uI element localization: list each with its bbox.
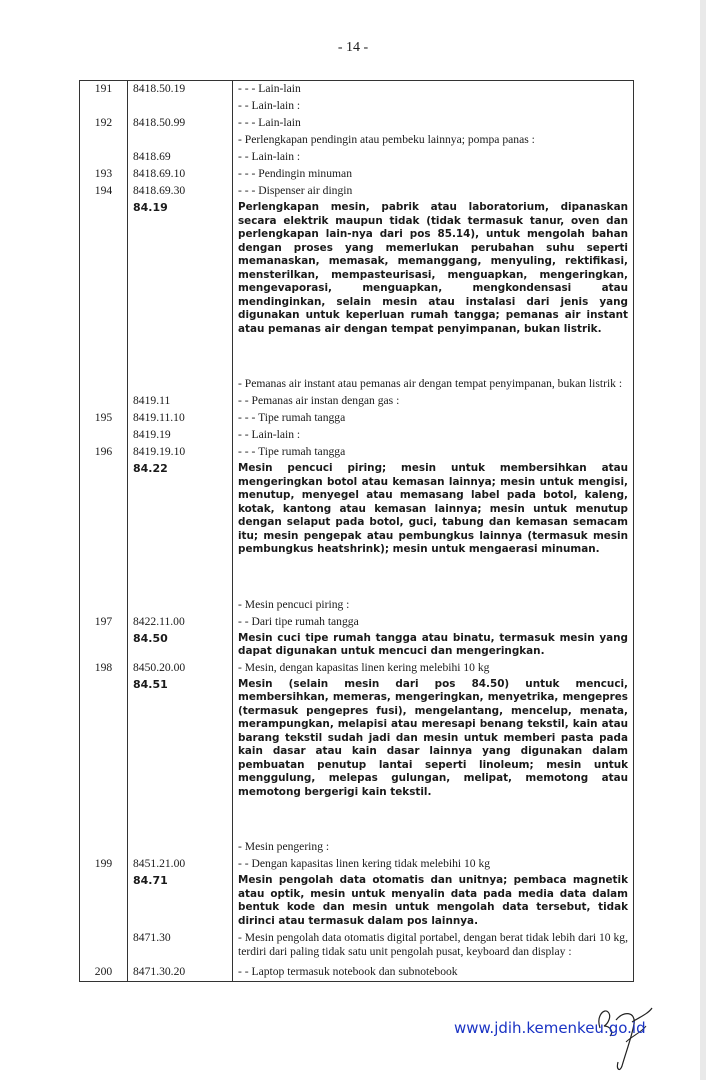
heading-row: [80, 631, 634, 660]
table-row: [80, 410, 634, 427]
row-number-cell: [80, 393, 128, 410]
hs-code-cell: 8451.21.00: [128, 856, 233, 873]
description-cell: Mesin pencuci piring; mesin untuk membersihkan atau mengeringkan botol atau kemasan lainnya; mesin untuk mengisi, menutup, menyegel atau memasang label pada botol, kaleng, kotak, kantong atau kemasan lainnya; mesin untuk menutup dengan selaput pada botol, guci, tabung dan kemasan semacam itu; mesin pengepak atau pembungkus lainnya (termasuk mesin pembungkus heatshrink); mesin untuk mengaerasi minuman.: [233, 461, 634, 597]
row-number-cell: [80, 98, 128, 115]
row-number-cell: 196: [80, 444, 128, 461]
website-link[interactable]: www.jdih.kemenkeu.go.id: [454, 1019, 646, 1037]
hs-code-cell: 8418.69.30: [128, 183, 233, 200]
description-cell: Perlengkapan mesin, pabrik atau laboratorium, dipanaskan secara elektrik maupun tidak (tidak termasuk tanur, oven dan perlengkapan lain-nya dari pos 85.14), untuk mengolah bahan dengan proses yang memerlukan perubahan suhu seperti memanaskan, memasak, memanggang, menyuling, rektifikasi, mensterilkan, mempasteurisasi, menguapkan, mengeringkan, mengevaporasi, menguapkan, mengkondensasi atau mendinginkan, selain mesin atau instalasi dari jenis yang digunakan untuk keperluan rumah tangga; pemanas air instant atau pemanas air dengan tempat penyimpanan, bukan listrik.: [233, 200, 634, 376]
table-row: [80, 839, 634, 856]
row-number-cell: [80, 930, 128, 965]
heading-row: [80, 200, 634, 376]
description-cell: Mesin cuci tipe rumah tangga atau binatu, termasuk mesin yang dapat digunakan untuk mencuci dan mengeringkan.: [233, 631, 634, 660]
description-cell: - Mesin pencuci piring :: [233, 597, 634, 614]
table-row: [80, 183, 634, 200]
row-number-cell: 200: [80, 964, 128, 982]
hs-code-cell: 8419.11: [128, 393, 233, 410]
hs-code-cell: 8471.30: [128, 930, 233, 965]
table-row: [80, 393, 634, 410]
hs-code-cell: 8471.30.20: [128, 964, 233, 982]
hs-code-cell: 84.22: [128, 461, 233, 597]
hs-code-cell: 8418.69.10: [128, 166, 233, 183]
hs-code-cell: 8418.50.99: [128, 115, 233, 132]
hs-code-cell: 8419.19.10: [128, 444, 233, 461]
table-row: [80, 597, 634, 614]
row-number-cell: 193: [80, 166, 128, 183]
row-number-cell: [80, 427, 128, 444]
row-number-cell: 194: [80, 183, 128, 200]
table-row: [80, 444, 634, 461]
description-cell: - Pemanas air instant atau pemanas air dengan tempat penyimpanan, bukan listrik :: [233, 376, 634, 393]
heading-row: [80, 873, 634, 929]
hs-code-cell: [128, 597, 233, 614]
hs-code-cell: [128, 132, 233, 149]
table-row: [80, 132, 634, 149]
row-number-cell: [80, 200, 128, 376]
description-cell: - - - Tipe rumah tangga: [233, 444, 634, 461]
hs-code-cell: 8418.69: [128, 149, 233, 166]
description-cell: - - Lain-lain :: [233, 98, 634, 115]
row-number-cell: [80, 149, 128, 166]
description-cell: - - - Pendingin minuman: [233, 166, 634, 183]
row-number-cell: [80, 376, 128, 393]
hs-code-cell: 8450.20.00: [128, 660, 233, 677]
table-row: [80, 81, 634, 99]
heading-row: [80, 677, 634, 840]
table-row: [80, 930, 634, 965]
description-cell: Mesin pengolah data otomatis dan unitnya; pembaca magnetik atau optik, mesin untuk menyalin data pada media data dalam bentuk kode dan mesin untuk mengolah data tersebut, tidak dirinci atau termasuk dalam pos lainnya.: [233, 873, 634, 929]
row-number-cell: 197: [80, 614, 128, 631]
scan-edge: [700, 0, 706, 1080]
row-number-cell: [80, 597, 128, 614]
description-cell: - - - Lain-lain: [233, 115, 634, 132]
hs-code-cell: 84.71: [128, 873, 233, 929]
row-number-cell: 195: [80, 410, 128, 427]
description-cell: - - - Dispenser air dingin: [233, 183, 634, 200]
tariff-table: [79, 80, 634, 982]
table-row: [80, 614, 634, 631]
hs-code-cell: [128, 839, 233, 856]
row-number-cell: 198: [80, 660, 128, 677]
table-row: [80, 856, 634, 873]
hs-code-cell: 84.51: [128, 677, 233, 840]
description-cell: - Mesin pengering :: [233, 839, 634, 856]
row-number-cell: [80, 839, 128, 856]
hs-code-cell: [128, 376, 233, 393]
row-number-cell: [80, 873, 128, 929]
description-cell: - - - Tipe rumah tangga: [233, 410, 634, 427]
description-cell: - - Lain-lain :: [233, 149, 634, 166]
hs-code-cell: 8422.11.00: [128, 614, 233, 631]
description-cell: - - Lain-lain :: [233, 427, 634, 444]
row-number-cell: 199: [80, 856, 128, 873]
table-row: [80, 166, 634, 183]
hs-code-cell: 84.50: [128, 631, 233, 660]
row-number-cell: [80, 631, 128, 660]
description-cell: - - Dari tipe rumah tangga: [233, 614, 634, 631]
hs-code-cell: [128, 98, 233, 115]
description-cell: - - Laptop termasuk notebook dan subnotebook: [233, 964, 634, 982]
hs-code-cell: 84.19: [128, 200, 233, 376]
table-row: [80, 149, 634, 166]
tariff-table-body: [80, 81, 634, 982]
description-cell: - - - Lain-lain: [233, 81, 634, 99]
hs-code-cell: 8419.19: [128, 427, 233, 444]
page-number: - 14 -: [337, 40, 369, 55]
row-number-cell: 191: [80, 81, 128, 99]
heading-row: [80, 461, 634, 597]
description-cell: Mesin (selain mesin dari pos 84.50) untuk mencuci, membersihkan, memeras, mengeringkan, menyetrika, mengepres (termasuk pengepres fusi), mengelantang, mencelup, menata, merampungkan, melapisi atau meresapi benang tekstil, kain atau barang tekstil sudah jadi dan mesin untuk memberi pasta pada kain dasar atau kain dasar lainnya yang digunakan dalam pembuatan penutup lantai seperti linoleum; mesin untuk menggulung, melepas gulungan, melipat, memotong atau memotong bergerigi kain tekstil.: [233, 677, 634, 840]
description-cell: - Mesin, dengan kapasitas linen kering melebihi 10 kg: [233, 660, 634, 677]
table-row: [80, 964, 634, 982]
table-row: [80, 427, 634, 444]
table-row: [80, 98, 634, 115]
table-row: [80, 376, 634, 393]
hs-code-cell: 8419.11.10: [128, 410, 233, 427]
table-row: [80, 660, 634, 677]
description-cell: - Mesin pengolah data otomatis digital portabel, dengan berat tidak lebih dari 10 kg, terdiri dari paling tidak satu unit pengolah pusat, keyboard dan display :: [233, 930, 634, 965]
description-cell: - Perlengkapan pendingin atau pembeku lainnya; pompa panas :: [233, 132, 634, 149]
hs-code-cell: 8418.50.19: [128, 81, 233, 99]
row-number-cell: [80, 461, 128, 597]
table-row: [80, 115, 634, 132]
row-number-cell: 192: [80, 115, 128, 132]
row-number-cell: [80, 677, 128, 840]
description-cell: - - Pemanas air instan dengan gas :: [233, 393, 634, 410]
description-cell: - - Dengan kapasitas linen kering tidak melebihi 10 kg: [233, 856, 634, 873]
row-number-cell: [80, 132, 128, 149]
